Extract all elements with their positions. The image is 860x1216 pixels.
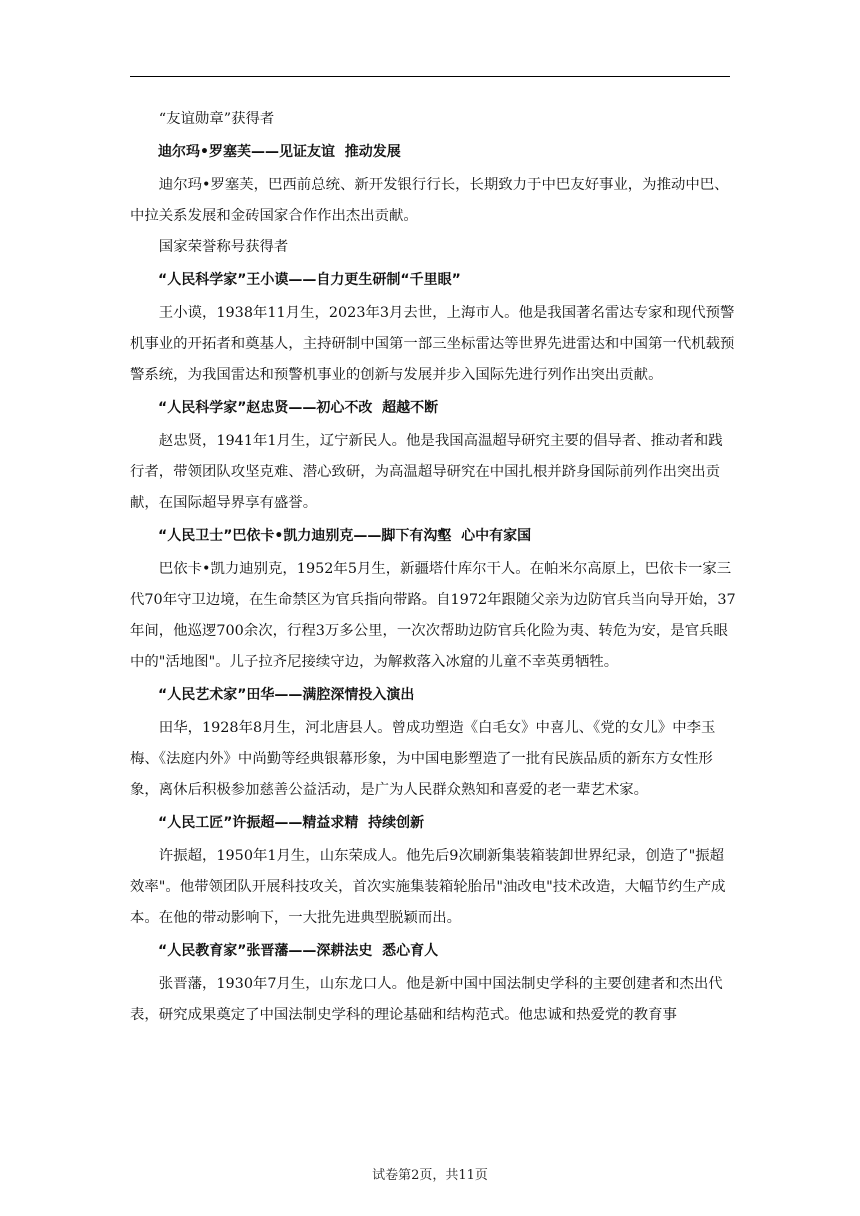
entry-body: 巴依卡•凯力迪别克，1952年5月生，新疆塔什库尔干人。在帕米尔高原上，巴依卡一家三代70年守卫边境，在生命禁区为官兵指向带路。自1972年跟随父亲为边防官兵当向导开始，37年间，他巡逻700余次，行程3万多公里，一次次帮助边防官兵化险为夷、转危为安，是官兵眼中的"活地图"。儿子拉齐尼接续守边，为解救落入冰窟的儿童不幸英勇牺牲。 <box>130 561 736 670</box>
entry-body: 田华，1928年8月生，河北唐县人。曾成功塑造《白毛女》中喜儿、《党的女儿》中李玉梅、《法庭内外》中尚勤等经典银幕形象，为中国电影塑造了一批有民族品质的新东方女性形象，离休后积极参加慈善公益活动，是广为人民群众熟知和喜爱的老一辈艺术家。 <box>130 720 716 798</box>
entry-heading: “人民科学家”王小谟——自力更生研制“千里眼” <box>158 272 461 288</box>
entry-heading: “人民科学家”赵忠贤——初心不改 超越不断 <box>158 400 439 416</box>
entry-heading: “人民工匠”许振超——精益求精 持续创新 <box>158 815 425 831</box>
entry-body: 迪尔玛•罗塞芙，巴西前总统、新开发银行行长，长期致力于中巴友好事业，为推动中巴、中拉关系发展和金砖国家合作作出杰出贡献。 <box>130 177 729 224</box>
entry-body: 王小谟，1938年11月生，2023年3月去世，上海市人。他是我国著名雷达专家和现代预警机事业的开拓者和奠基人，主持研制中国第一部三坐标雷达等世界先进雷达和中国第一代机载预警系统，为我国雷达和预警机事业的创新与发展并步入国际先进行列作出突出贡献。 <box>130 305 735 383</box>
section-label: 国家荣誉称号获得者 <box>158 239 289 255</box>
entry-heading: “人民艺术家”田华——满腔深情投入演出 <box>158 687 415 703</box>
entry-heading: 迪尔玛•罗塞芙——见证友谊 推动发展 <box>158 144 401 160</box>
header-rule <box>130 76 730 77</box>
document-body <box>130 104 736 1031</box>
entry-heading: “人民卫士”巴依卡•凯力迪别克——脚下有沟壑 心中有家国 <box>158 528 532 544</box>
page-footer: 试卷第2页，共11页 <box>372 1168 488 1183</box>
section-label: “友谊勋章”获得者 <box>158 111 275 127</box>
entry-body: 赵忠贤，1941年1月生，辽宁新民人。他是我国高温超导研究主要的倡导者、推动者和践行者，带领团队攻坚克难、潜心致研，为高温超导研究在中国扎根并跻身国际前列作出突出贡献，在国际超导界享有盛誉。 <box>130 433 723 511</box>
entry-body: 许振超，1950年1月生，山东荣成人。他先后9次刷新集装箱装卸世界纪录，创造了"振超效率"。他带领团队开展科技攻关，首次实施集装箱轮胎吊"油改电"技术改造，大幅节约生产成本。在他的带动影响下，一大批先进典型脱颖而出。 <box>130 848 726 926</box>
entry-body: 张晋藩，1930年7月生，山东龙口人。他是新中国中国法制史学科的主要创建者和杰出代表，研究成果奠定了中国法制史学科的理论基础和结构范式。他忠诚和热爱党的教育事 <box>130 976 723 1023</box>
entry-heading: “人民教育家”张晋藩——深耕法史 悉心育人 <box>158 943 439 959</box>
